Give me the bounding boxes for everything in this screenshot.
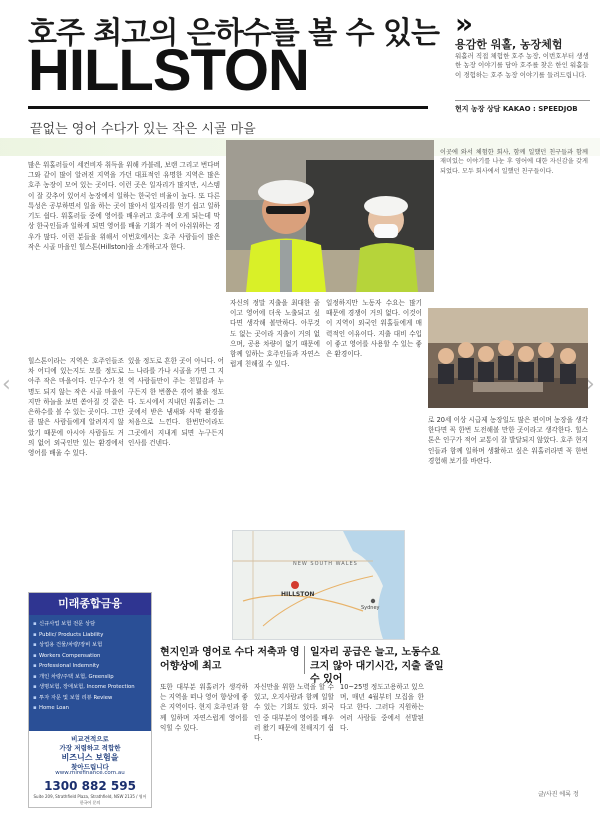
next-page-icon[interactable]: › (586, 372, 595, 397)
photo-caption: 이곳에 와서 체험한 회사, 함께 일했던 친구들과 함께 재미있는 이야기를 나눈 후 영어에 대한 자신감을 갖게 되었다. 모두 회사에서 일했던 친구들이다. (440, 149, 588, 175)
photo-credit: 글/사진 에록 정 (538, 791, 579, 798)
column-3: 자신의 정말 지출을 최대한 줄이고 영어에 더욱 노출되고 싶다면 생각해 볼만하다. 아무것도 없는 곳이라 지출이 거의 없으며, 공용 차량이 없기 때문에 함께 일하는 호주인들과 자연스럽게 친해질 수 있다. (230, 299, 320, 369)
subtitle: 끝없는 영어 수다가 있는 작은 시골 마을 (30, 122, 256, 137)
ad-message-line: 찾아드립니다 (71, 763, 109, 772)
map-label-state: NEW SOUTH WALES (293, 561, 358, 567)
chevron-icon: » (455, 7, 474, 40)
sidebar-rule (455, 100, 590, 101)
ad-item: ▪ Public/ Products Liability (29, 630, 151, 641)
bottom-column-1: 또한 대부분 워홀러가 생각하는 지역을 떠나 영어 향상에 좋은 지역이다. 현지 호주인과 함께 일하며 자연스럽게 영어를 익힐 수 있다. (160, 683, 248, 732)
map-label-town: HILLSTON (281, 591, 315, 598)
ad-item: ▪ 신규사업 보험 전문 상담 (29, 615, 151, 630)
heading-divider (304, 646, 305, 674)
prev-page-icon[interactable]: ‹ (2, 372, 11, 397)
bottom-column-2: 자신만을 위한 노력을 할 수 있고, 오지사람과 함께 일할 수 있는 기회도 있다. 외국인 중 대부분이 영어를 배우러 왔기 때문에 친해지기 쉽다. (254, 683, 334, 743)
sidebar-contact: 현지 농장 상담 KAKAO : SPEEDJOB (455, 105, 578, 113)
map-label-sydney: Sydney (361, 605, 380, 611)
ad-mirae-finance[interactable] (28, 592, 152, 808)
column-4: 일정하지만 노동자 수요는 많기 때문에 경쟁이 거의 없다. 이것이 이 지역이 외국인 워홀들에게 매력적인 이유이다. 지출 대비 수입이 좋고 영어를 사용할 수 있는 좋은 환경이다. (326, 299, 422, 359)
title-rule (28, 106, 428, 109)
heading-left: 현지인과 영어로 수다 저축과 영어향상에 최고 (160, 647, 300, 672)
ad-item: ▪ Home Loan (29, 703, 151, 714)
headline-hillston: HILLSTON (28, 38, 309, 103)
ad-item: ▪ 생명보험, 장애보험, Income Protection (29, 682, 151, 693)
column-1: 힐스톤이라는 지역은 호주인들조차 어디에 있는지도 모를 정도로 아주 작은 마을이다. 인구수가 천명도 되지 않는 작은 시골 마을이지만 하늘을 보면 쏟아질 것 같은 은하수를 볼 수 있는 곳이다. 그만큼 많은 사람들에게 알려지지 않았기 때문에 아시아 사람들도 거의 없어 외국인만 있는 환경에서 영어를 배울 수 있다. (28, 357, 124, 457)
bottom-column-3: 10~25명 정도고용하고 있으며, 매년 4월부터 모집을 한다고 한다. 그러다 지원하는 여러 사람들 중에서 선발된다. (340, 683, 424, 732)
ad-phone[interactable]: 1300 882 595 (44, 779, 136, 793)
ad-message-line: 가장 저렴하고 적합한 (59, 743, 121, 752)
map-nsw[interactable] (232, 530, 405, 640)
ad-item: ▪ Workers Compensation (29, 651, 151, 662)
ad-service-list (29, 615, 151, 731)
ad-item: ▪ 상업용 건물/차량/장비 보험 (29, 640, 151, 651)
ad-message-line: 비즈니스 보험을 (61, 752, 119, 762)
headline-line-1: 호주 최고의 은하수를 볼 수 있는 (28, 16, 439, 51)
photo-group (428, 308, 588, 408)
ad-website-link[interactable]: www.mirefinance.com.au (55, 770, 125, 776)
ad-header: 미래종합금융 (29, 593, 151, 615)
heading-right: 일자리 공급은 늘고, 노동수요 크지 않아 대기시간, 지출 줄일 수 있어 (310, 647, 444, 685)
ad-item: ▪ 개인 차량/주택 보험, Greenslip (29, 672, 151, 683)
ad-message (33, 735, 147, 772)
ad-message-line: 비교견적으로 (71, 735, 109, 743)
ad-item: ▪ 투자 자문 및 보험 리뷰 Review (29, 693, 151, 704)
intro-paragraph: 많은 워홀러들이 세컨비자 취득을 위해 카블레, 보랜 그리고 번다버그와 같이 많이 알려진 지역을 가던 대표적인 유명한 지역은 많은 호주 농장이 모여 있는 곳이다. 이런 곳은 일자리가 많지만, 시스템이 잘 갖추어 있어서 농장에서 일하는 한국인 비율이 높다. 또 다른 특성은 공부하면서 일을 하는 곳이 많아서 일자리를 얻기 쉽고 일하기도 쉽다. 워홀러들 중에 영어를 배우려고 호주에 오게 되는데 막상 한국인들과 일하게 되면 영어를 배울 기회가 적어 아쉬워하는 경우가 많다. 이런 분들을 위해서 이번호에서는 호주 사람들이 많은 작은 시골 마을인 힐스톤(Hillston)을 소개하고자 한다. (28, 161, 220, 251)
column-5: 로 20세 이상 시급제 농장일도 많은 편이며 농장을 생각한다면 꼭 한번 도전해볼 만한 곳이라고 생각한다. 힐스톤은 인구가 적어 교통이 잘 발달되지 않았다. 호주 현지인들과 함께 일하며 생활하고 싶은 워홀러라면 꼭 한번 경험해 보기를 바란다. (428, 416, 588, 465)
column-2: 있을 정도로 흔한 곳이 아니다. 어느 나라를 가나 시골을 가면 그 지역 사람들만이 주는 친밀감과 누구든지 한 번쯤은 겪어 봤을 정도다. 도시에서 지내던 워홀러는 그곳에서 받은 냄새와 사막 환경을 처음으로 느낀다. 한번만이라도 그곳에서 지내게 되면 누구든지 인사를 건넨다. (128, 357, 224, 447)
sidebar-body: 워홀러 직접 체험한 호주 농장, 이번호부터 생생한 농장 이야기를 담아 호주를 찾은 한인 워홀들이 경험하는 호주 농장 이야기를 들려드립니다. (455, 52, 589, 79)
sidebar-title: 용감한 워홀, 농장체험 (455, 38, 563, 51)
ad-address: Suite 209, Strathfield Plaza, Strathfield, NSW 2135 / 영어 한국어 문의 (33, 794, 147, 805)
photo-workers (226, 140, 434, 292)
ad-item: ▪ Professional Indemnity (29, 661, 151, 672)
